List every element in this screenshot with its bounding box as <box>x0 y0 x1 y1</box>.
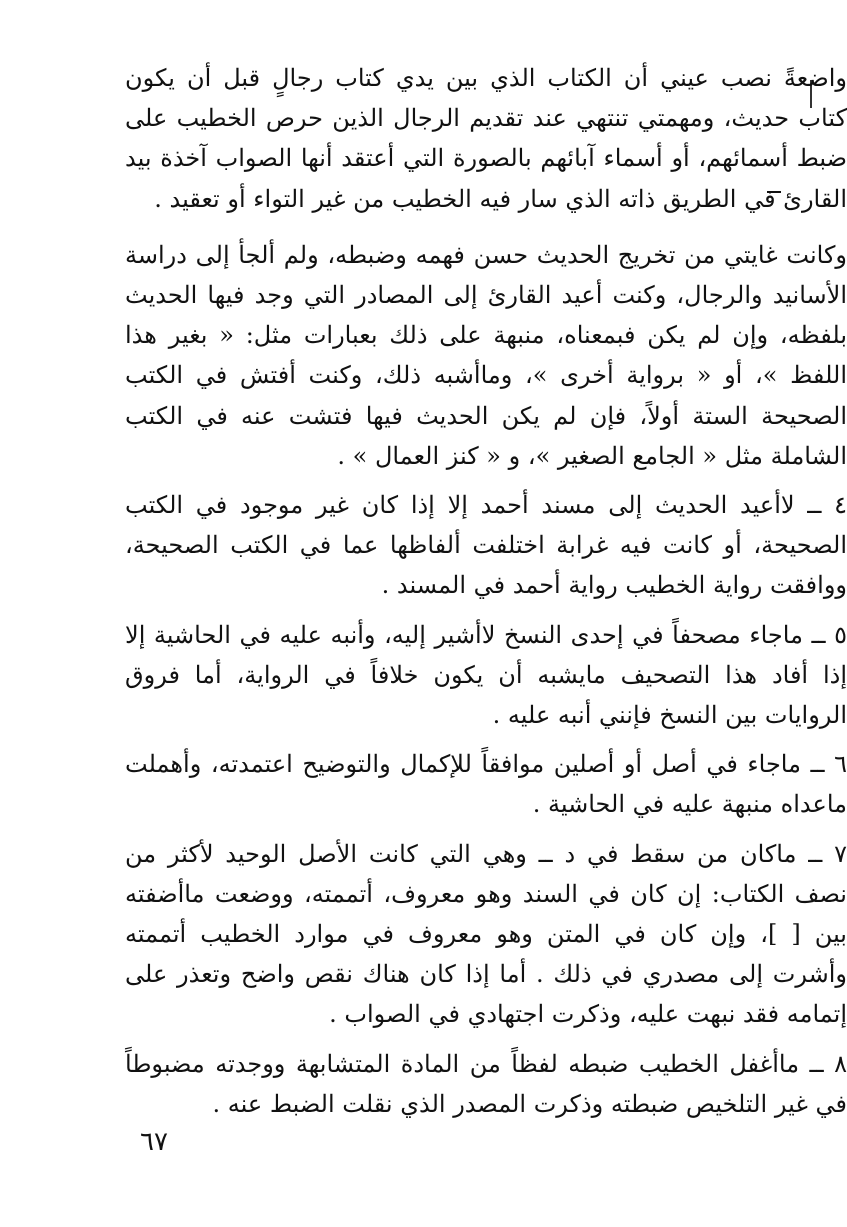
paragraph-item-4: ٤ ــ لاأعيد الحديث إلى مسند أحمد إلا إذا كان غير موجود في الكتب الصحيحة، أو كانت فيه غرابة اختلفت ألفاظها عما في الكتب الصحيحة، ووافقت رواية الخطيب رواية أحمد في المسند . <box>125 491 847 600</box>
body-text <box>125 58 847 1124</box>
paragraph-item-5: ٥ ــ ماجاء مصحفاً في إحدى النسخ لاأشير إليه، وأنبه عليه في الحاشية إلا إذا أفاد هذا التصحيف مايشبه أن يكون خلافاً في الرواية، أما فروق الروايات بين النسخ فإنني أنبه عليه . <box>125 620 847 730</box>
paragraph-item-8: ٨ ــ ماأغفل الخطيب ضبطه لفظاً من المادة المتشابهة ووجدته مضبوطاً في غير التلخيص ضبطته وذكرت المصدر الذي نقلت الضبط عنه . <box>125 1049 847 1118</box>
paragraph-item-7: ٧ ــ ماكان من سقط في د ــ وهي التي كانت الأصل الوحيد لأكثر من نصف الكتاب: إن كان في السند وهو معروف، أتممته، ووضعت ماأضفته بين [ ]، وإن كان في المتن وهو معروف في موارد الخطيب أتممته وأشرت إلى مصدري في ذلك . أما إذا كان هناك نقص واضح وتعذر على إتمامه فقد نبهت عليه، وذكرت اجتهادي في الصواب . <box>125 839 847 1029</box>
paragraph-intro: واضعةً نصب عيني أن الكتاب الذي بين يدي كتاب رجالٍ قبل أن يكون كتاب حديث، ومهمتي تنتهي عند تقديم الرجال الذين حرص الخطيب على ضبط أسمائهم، أو أسماء آبائهم بالصورة التي أعتقد أنها الصواب آخذة بيد القارئ في الطريق ذاته الذي سار فيه الخطيب من غير التواء أو تعقيد . <box>125 64 847 213</box>
page-number: ٦٧ <box>140 1127 168 1157</box>
paragraph-item-6: ٦ ــ ماجاء في أصل أو أصلين موافقاً للإكمال والتوضيح اعتمدته، وأهملت ماعداه منبهة عليه في الحاشية . <box>125 750 847 819</box>
paragraph-hadith-takhrij: وكانت غايتي من تخريج الحديث حسن فهمه وضبطه، ولم ألجأ إلى دراسة الأسانيد والرجال، وكنت أعيد القارئ إلى المصادر التي وجد فيها الحديث بلفظه، وإن لم يكن فبمعناه، منبهة على ذلك بعبارات مثل: « بغير هذا اللفظ »، أو « برواية أخرى »، وماأشبه ذلك، وكنت أفتش في الكتب الصحيحة الستة أولاً، فإن لم يكن الحديث فيها فتشت عنه في الكتب الشاملة مثل « الجامع الصغير »، و « كنز العمال » . <box>125 240 847 470</box>
